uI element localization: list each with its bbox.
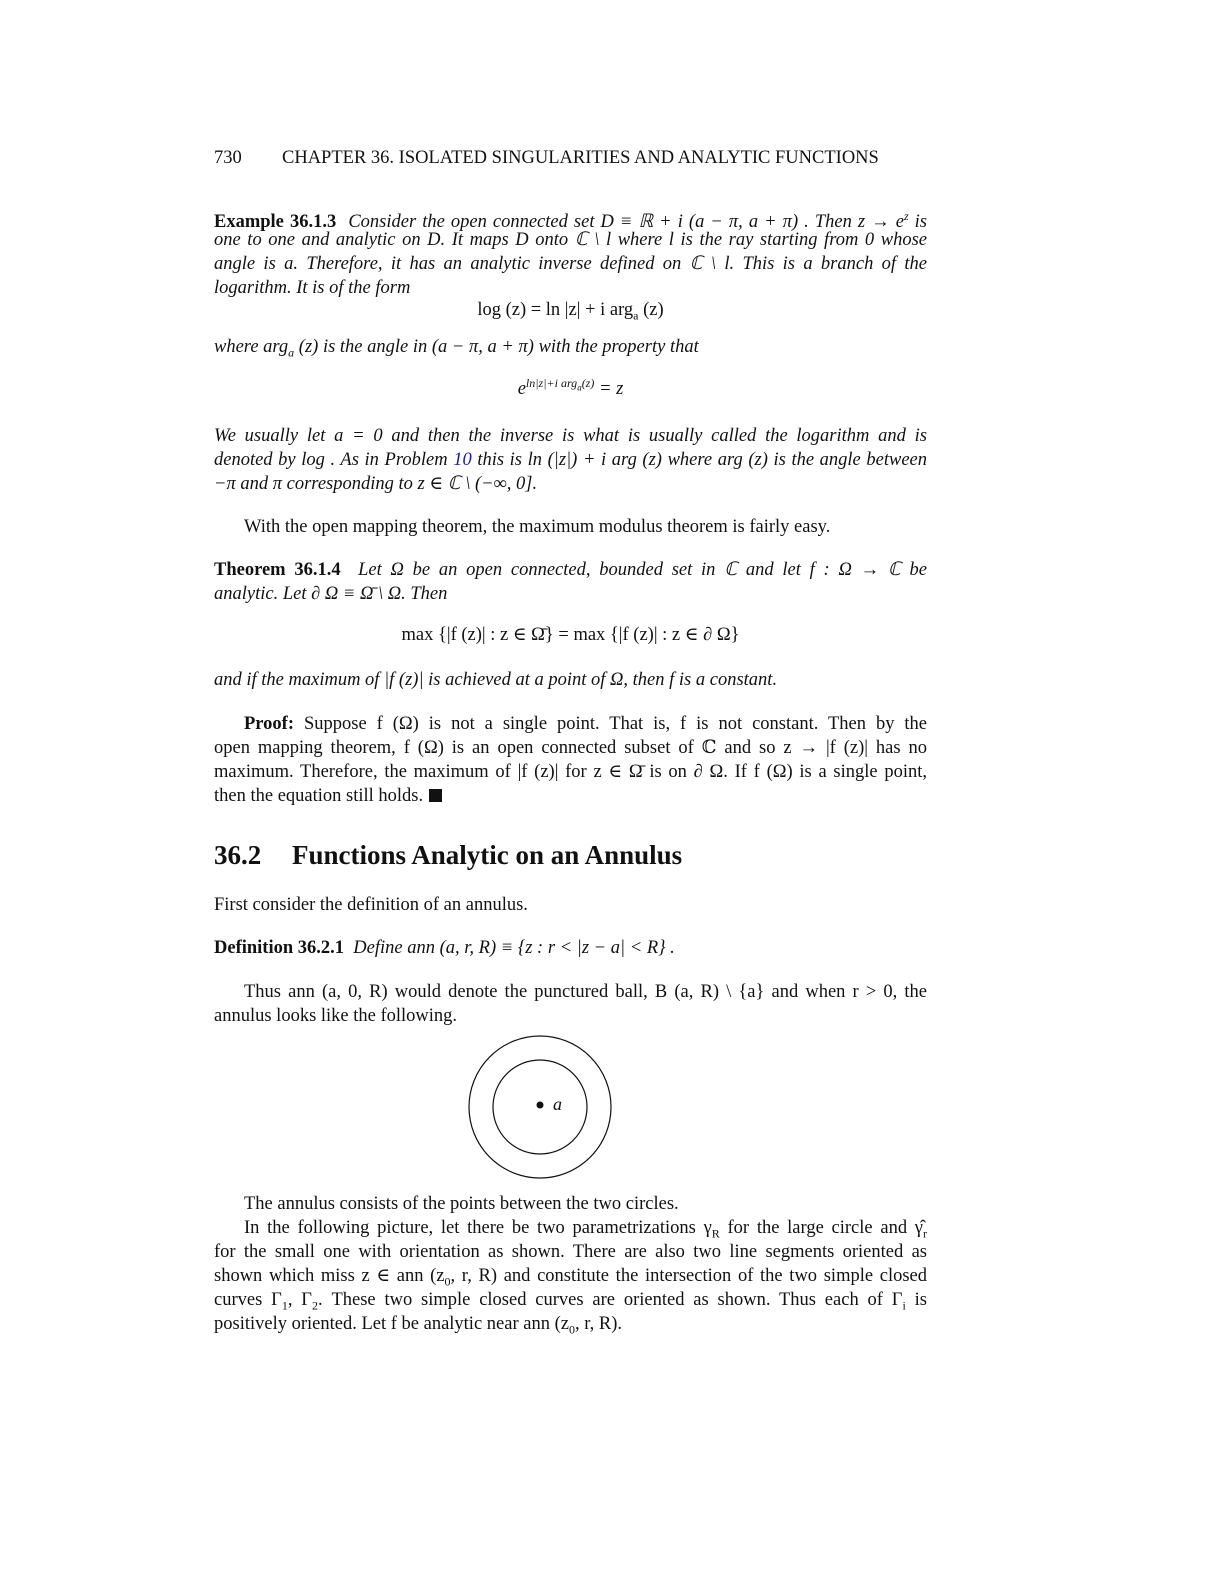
equation-max: max {|f (z)| : z ∈ Ω̄} = max {|f (z)| : z ∈ ∂ Ω} — [401, 625, 740, 645]
example-line-1: Example 36.1.3 Consider the open connected set D ≡ ℝ + i (a − π, a + π) . Then $z \to e^z$ is — [214, 209, 928, 233]
section-title: Functions Analytic on an Annulus — [292, 840, 683, 870]
proof-line-3: maximum. Therefore, the maximum of |f (z)| for z ∈ Ω̄ is on ∂ Ω. If f (Ω) is a single point, — [214, 762, 927, 782]
problem-link[interactable]: 10 — [453, 450, 472, 470]
paragraph-parametrizations-line-3: shown which miss z ∈ ann ($z_0$, r, R) and constitute the intersection of the two simple closed — [214, 1266, 927, 1289]
example-line-3: angle is a. Therefore, it has an analytic inverse defined on ℂ \ l. This is a branch of the — [214, 254, 927, 274]
example-line-8: −π and π corresponding to z ∈ ℂ \ (−∞, 0]. — [214, 474, 538, 494]
proof-line-4: then the equation still holds. — [214, 784, 927, 808]
section-number: 36.2 — [214, 840, 262, 870]
running-header — [214, 148, 927, 169]
example-line-2: one to one and analytic on D. It maps D onto ℂ \ l where l is the ray starting from 0 whose — [214, 230, 927, 250]
theorem-line-2: analytic. Let ∂ Ω ≡ Ω̄ \ Ω. Then — [214, 584, 448, 604]
center-label: a — [553, 1094, 562, 1114]
example-label: Example 36.1.3 — [214, 212, 337, 233]
annulus-figure — [466, 1033, 614, 1181]
paragraph-parametrizations-line-5: positively oriented. Let f be analytic near ann ($z_0$, r, R). — [214, 1314, 622, 1337]
theorem-line-3: and if the maximum of |f (z)| is achieved at a point of Ω, then f is a constant. — [214, 670, 778, 690]
example-line-5: where arg$_a$ (z) is the angle in (a − π, a + π) with the property that — [214, 337, 699, 360]
definition-block: Definition 36.2.1 Define ann (a, r, R) ≡ {z : r < |z − a| < R} . — [214, 938, 675, 958]
running-title: CHAPTER 36. ISOLATED SINGULARITIES AND ANALYTIC FUNCTIONS — [282, 148, 879, 168]
proof-line-1: Proof: Suppose f (Ω) is not a single point. That is, f is not constant. Then by the — [244, 714, 927, 734]
theorem-line-1: Theorem 36.1.4 Let Ω be an open connected, bounded set in ℂ and let f : Ω → ℂ be — [214, 560, 928, 580]
paragraph-punctured-line-1: Thus ann (a, 0, R) would denote the punctured ball, B (a, R) \ {a} and when r > 0, the — [244, 982, 927, 1002]
center-point — [537, 1102, 544, 1109]
paragraph-punctured-line-2: annulus looks like the following. — [214, 1006, 458, 1026]
theorem-label: Theorem 36.1.4 — [214, 560, 341, 580]
proof-line-2: open mapping theorem, f (Ω) is an open connected subset of ℂ and so z → |f (z)| has no — [214, 738, 927, 758]
qed-square-icon — [429, 789, 442, 802]
example-line-7: denoted by log . As in Problem 10 this is ln (|z|) + i arg (z) where arg (z) is the angle between — [214, 450, 927, 470]
paragraph-open-mapping: With the open mapping theorem, the maximum modulus theorem is fairly easy. — [244, 517, 831, 537]
page-number: 730 — [214, 148, 242, 168]
proof-label: Proof: — [244, 714, 294, 734]
section-heading — [214, 840, 682, 871]
definition-label: Definition 36.2.1 — [214, 938, 345, 958]
example-line-6: We usually let a = 0 and then the inverse is what is usually called the logarithm and is — [214, 426, 927, 446]
paragraph-between-circles: The annulus consists of the points between the two circles. — [244, 1194, 679, 1214]
paragraph-parametrizations-line-4: curves $\Gamma_1$, $\Gamma_2$. These two simple closed curves are oriented as shown. Thus each of $\Gamma_i$ is — [214, 1290, 928, 1313]
equation-exp: $e^{ln|z|+i arg_a(z)} = z$ — [517, 376, 624, 400]
example-line-4: logarithm. It is of the form — [214, 278, 411, 298]
paragraph-parametrizations-line-1: In the following picture, let there be two parametrizations $\gamma_R$ for the large circle and $\gammâ_r$ — [244, 1218, 927, 1241]
paragraph-parametrizations-line-2: for the small one with orientation as shown. There are also two line segments oriented as — [214, 1242, 927, 1262]
paragraph-annulus-intro: First consider the definition of an annulus. — [214, 895, 528, 915]
equation-log: log (z) = ln |z| + i arg$_a$ (z) — [477, 300, 664, 323]
